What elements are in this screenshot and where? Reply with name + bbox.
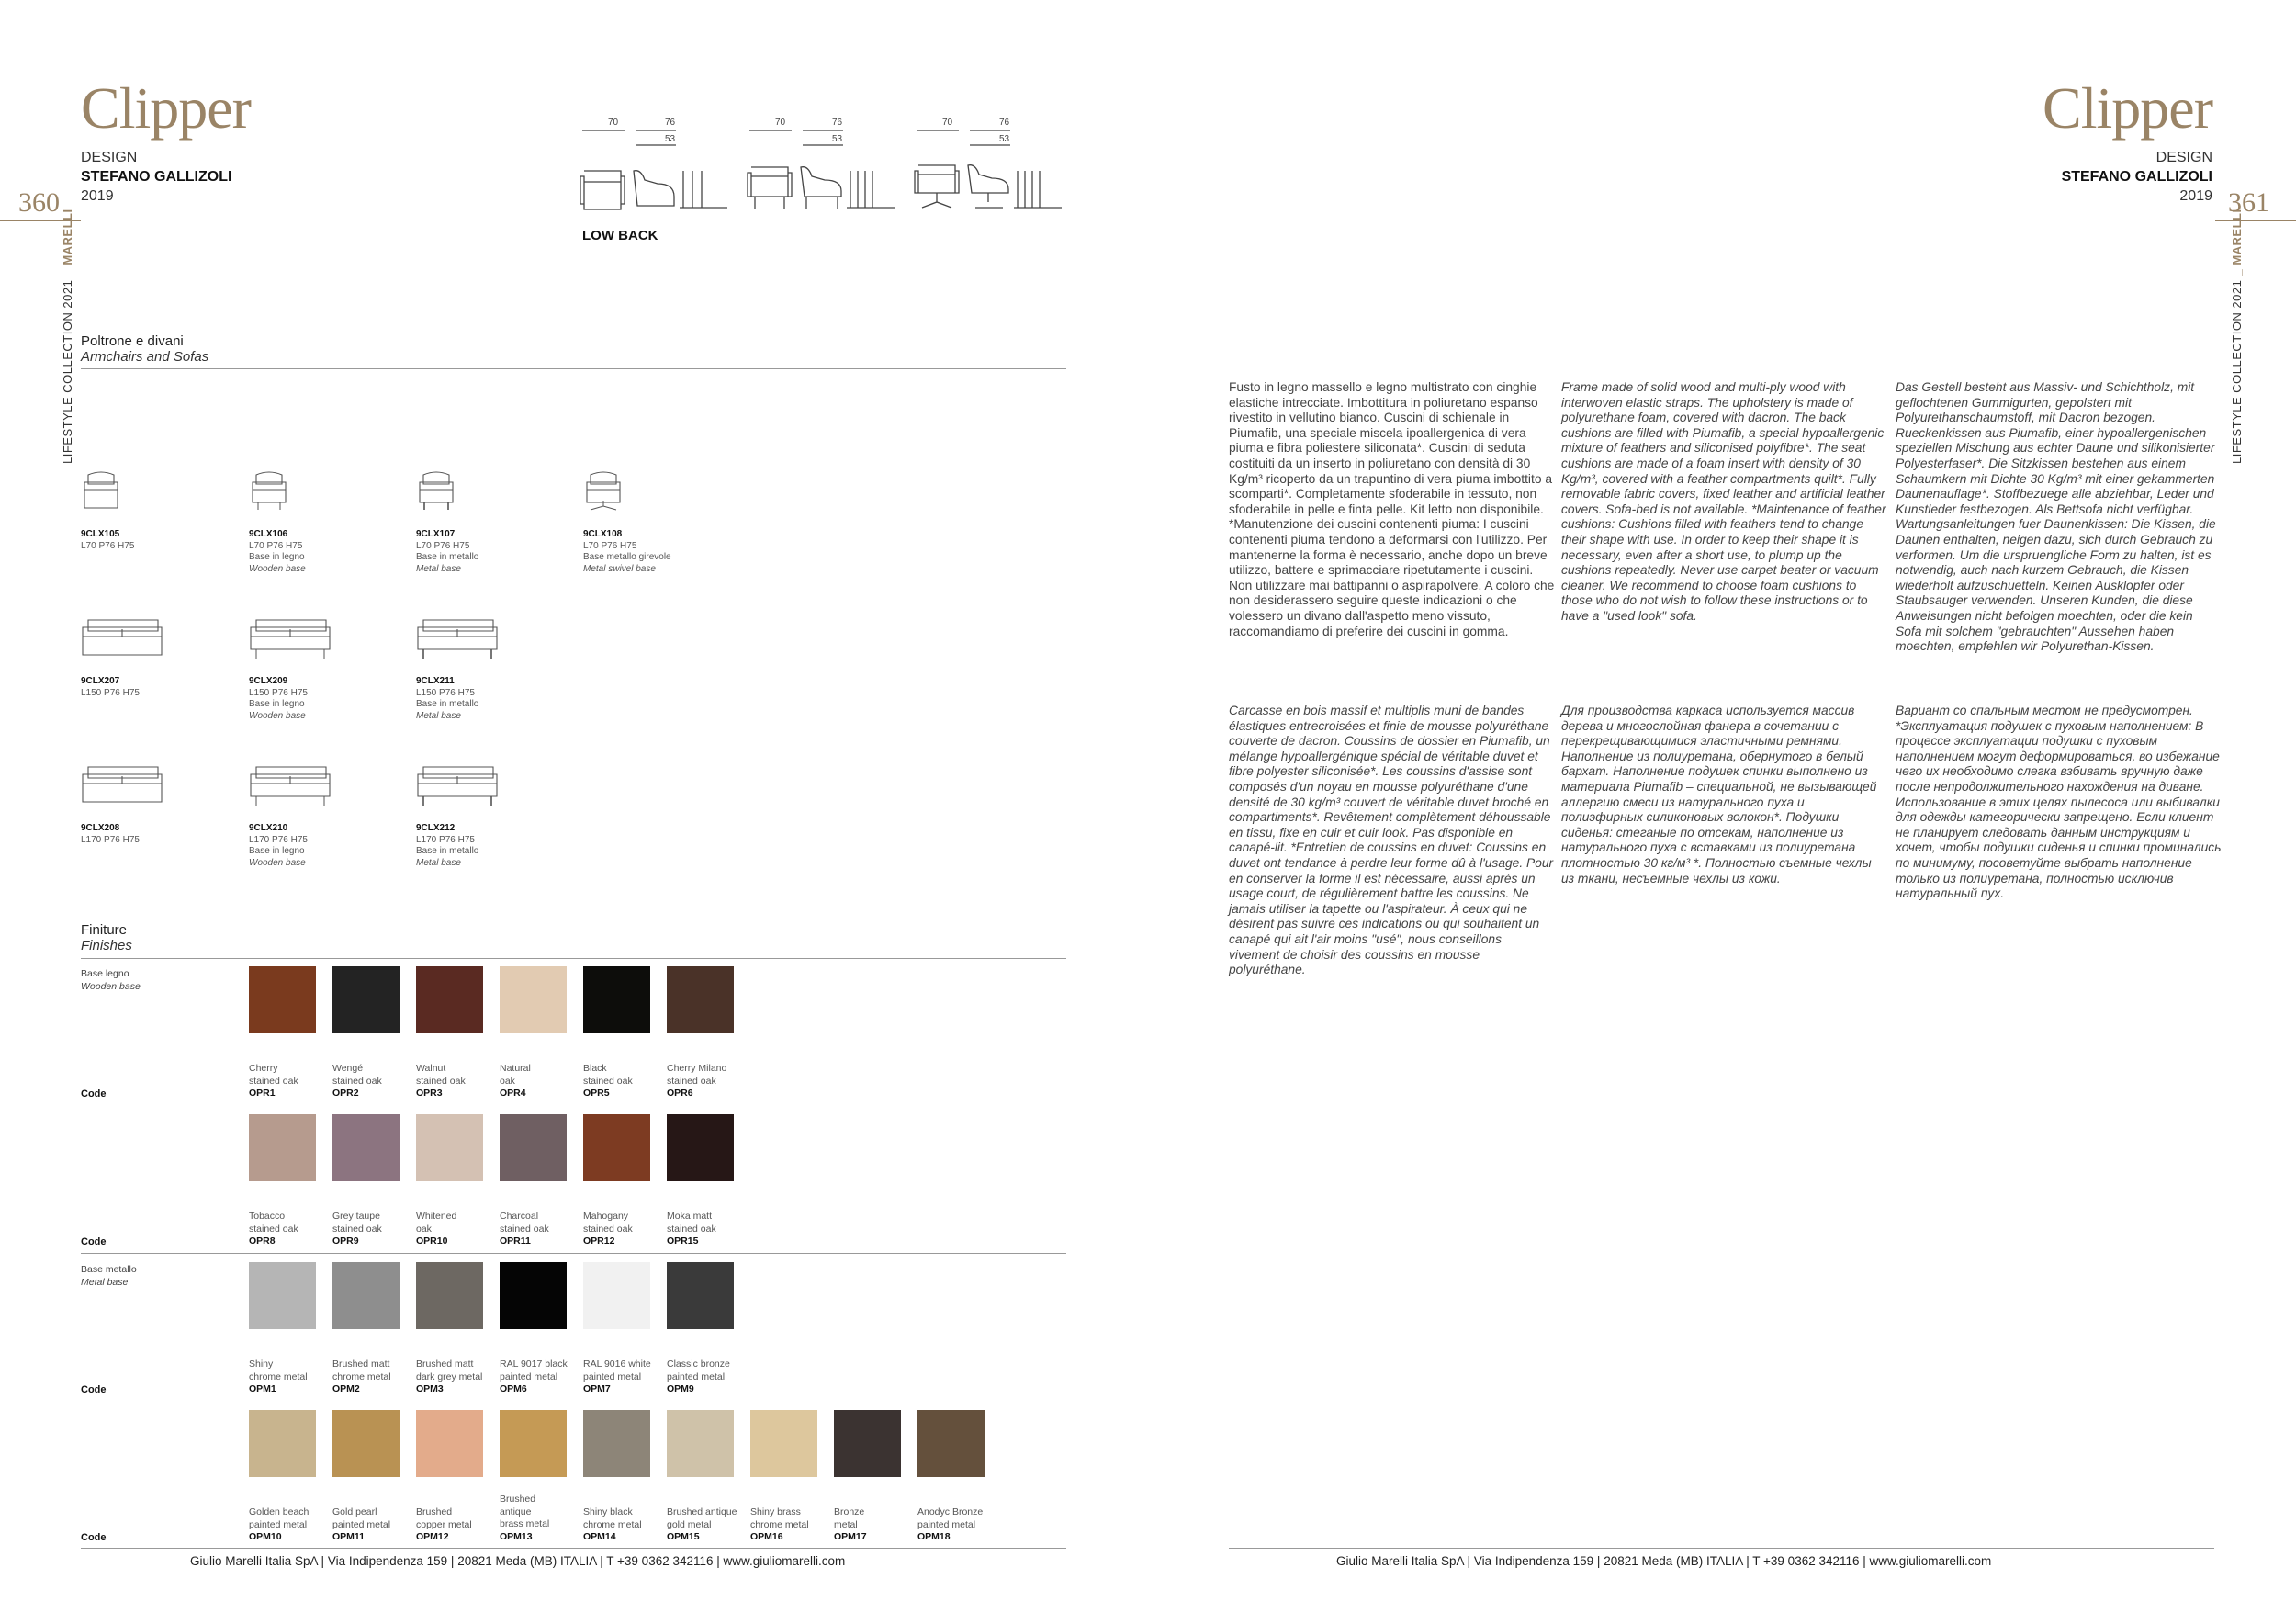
finish-label	[500, 1494, 549, 1542]
finish-code: OPR12	[583, 1235, 615, 1247]
dim-depth2-2: 53	[832, 134, 843, 144]
code-label: Code	[81, 1088, 107, 1100]
finish-label	[500, 1211, 549, 1246]
product-base-en: Metal base	[416, 710, 461, 721]
finish-swatch	[583, 1262, 650, 1329]
description-italian: Fusto in legno massello e legno multistrato con cinghie elastiche intrecciate. Imbottitura in poliuretano espanso rivestito in vellutino bianco. Cuscini di schienale in Piumafib, una speciale miscela ipoallergenica di vera piuma e fibra poliestere siliconata*. Cuscini di seduta costituiti da un inserto in poliuretano con densità di 30 Kg/m³ ricoperto da un trapuntino di vera piuma imbottito a scomparti*. Completamente sfoderabile in tessuto, non sfoderabile in pelle e finta pelle. Kit letto non disponibile. *Manutenzione dei cuscini contenenti piuma: I cuscini contenenti piuma tendono a deformarsi con l'utilizzo. Per mantenerne la forma è necessario, anche dopo un breve utilizzo, battere e sprimacciare ripetutamente i cuscini. Non utilizzare mai battipanni o aspirapolvere. A coloro che non desiderassero seguire queste indicazioni o che volessero un divano dall'aspetto meno vissuto, raccomandiamo di preferire dei cuscini in gomma.	[1229, 380, 1555, 638]
finish-name: dark grey metal	[416, 1370, 483, 1382]
product-item	[583, 529, 671, 575]
product-base-it: Base in legno	[249, 699, 305, 709]
page-number: 360	[18, 187, 60, 218]
finish-code: OPR1	[249, 1088, 276, 1100]
finish-name: Gold pearl	[332, 1506, 377, 1517]
product-size: L70 P76 H75	[583, 540, 637, 551]
finish-name: chrome metal	[583, 1518, 642, 1530]
finish-swatch	[583, 966, 650, 1033]
designer-name: STEFANO GALLIZOLI	[81, 169, 232, 185]
description-english: Frame made of solid wood and multi-ply wood with interwoven elastic straps. The upholstery is made of polyurethane foam, covered with dacron. The back cushions are filled with Piumafib, a special hypoallergenic mixture of feathers and siliconised polyfibre*. The seat cushions are made of a foam insert with density of 30 Kg/m³, covered with a feather compartments quilt*. Fully removable fabric covers, fixed leather and artificial leather covers. Sofa-bed is not available. *Maintenance of feather cushions: Cushions filled with feathers tend to change their shape with use. In order to keep their shape it is necessary, even after a short use, to plump up the cushions repeatedly. Never use carpet beater or vacuum cleaner. We recommend to choose foam cushions to those who do not wish to follow these instructions or to have a "used look" sofa.	[1561, 380, 1886, 623]
finish-name: Mahogany	[583, 1211, 629, 1222]
product-code: 9CLX108	[583, 529, 623, 539]
finish-code: OPM2	[332, 1383, 360, 1395]
finish-name: oak	[500, 1075, 515, 1087]
product-size: L70 P76 H75	[81, 540, 135, 551]
finish-label	[416, 1211, 456, 1246]
finish-label	[750, 1506, 809, 1542]
code-label: Code	[81, 1384, 107, 1395]
finish-name: stained oak	[583, 1223, 633, 1235]
products-title-it: Poltrone e divani	[81, 333, 184, 349]
finish-swatch	[249, 966, 316, 1033]
metal-group-label	[81, 1264, 137, 1289]
finish-code: OPM15	[667, 1531, 700, 1543]
side-collection-text: LIFESTYLE COLLECTION 2021	[61, 279, 74, 464]
code-label: Code	[81, 1236, 107, 1247]
finish-label	[332, 1063, 382, 1099]
finish-name: metal	[834, 1518, 858, 1530]
finish-name: painted metal	[583, 1370, 642, 1382]
page-title: Clipper	[81, 75, 251, 141]
product-size: L150 P76 H75	[249, 687, 308, 698]
finish-name: Brushed	[416, 1506, 453, 1517]
sofa-icon	[81, 763, 165, 807]
product-code: 9CLX212	[416, 823, 456, 833]
finish-name: stained oak	[500, 1223, 549, 1235]
product-code: 9CLX106	[249, 529, 288, 539]
finish-name: antique	[500, 1506, 532, 1517]
armchair-icon	[249, 469, 291, 513]
page-title: Clipper	[2043, 75, 2212, 141]
finish-label	[332, 1211, 382, 1246]
product-base-en: Metal base	[416, 563, 461, 574]
finish-swatch	[750, 1410, 817, 1477]
dim-depth2-3: 53	[999, 134, 1010, 144]
finish-name: Anodyc Bronze	[917, 1506, 984, 1517]
finish-code: OPR5	[583, 1088, 610, 1100]
footer-rule-right	[1229, 1548, 2214, 1549]
finish-swatch	[416, 1410, 483, 1477]
finish-name: Golden beach	[249, 1506, 310, 1517]
finish-code: OPR11	[500, 1235, 531, 1247]
product-item	[249, 529, 306, 575]
sofa-icon	[249, 763, 333, 807]
product-size: L70 P76 H75	[416, 540, 470, 551]
finish-name: Shiny black	[583, 1506, 633, 1517]
finish-name: Tobacco	[249, 1211, 286, 1222]
product-size: L70 P76 H75	[249, 540, 303, 551]
product-base-it: Base in metallo	[416, 552, 479, 562]
dim-depth-3: 76	[999, 118, 1010, 128]
product-size: L170 P76 H75	[81, 834, 140, 845]
product-code: 9CLX105	[81, 529, 120, 539]
finish-swatch	[834, 1410, 901, 1477]
sofa-icon	[416, 763, 501, 807]
products-title-en: Armchairs and Sofas	[81, 349, 209, 366]
finish-swatch	[667, 1114, 734, 1181]
footer-address-right: Giulio Marelli Italia SpA | Via Indipendenza 159 | 20821 Meda (MB) ITALIA | T +39 0362 342116 | www.giuliomarelli.com	[1336, 1554, 1992, 1568]
finish-name: Cherry	[249, 1063, 278, 1074]
finish-name: stained oak	[416, 1075, 466, 1087]
metal-divider	[81, 1253, 1066, 1254]
variant-label: LOW BACK	[582, 228, 658, 243]
finish-swatch	[249, 1410, 316, 1477]
finish-swatch	[583, 1114, 650, 1181]
armchair-icon	[416, 469, 458, 513]
finish-name: chrome metal	[332, 1370, 391, 1382]
finish-code: OPR6	[667, 1088, 693, 1100]
finish-name: RAL 9016 white	[583, 1359, 651, 1370]
dim-width-2: 70	[775, 118, 786, 128]
finish-name: stained oak	[332, 1075, 382, 1087]
finish-label	[583, 1506, 642, 1542]
products-divider	[81, 368, 1066, 369]
finish-label	[332, 1506, 390, 1542]
finishes-divider	[81, 958, 1066, 959]
finish-name: chrome metal	[249, 1370, 308, 1382]
product-code: 9CLX208	[81, 823, 120, 833]
finish-swatch	[332, 1114, 400, 1181]
finish-label	[249, 1359, 308, 1394]
product-base-it: Base in legno	[249, 552, 305, 562]
metal-group-en: Metal base	[81, 1276, 129, 1288]
finish-name: oak	[416, 1223, 432, 1235]
design-label: DESIGN	[81, 150, 138, 165]
finish-name: painted metal	[667, 1370, 726, 1382]
finish-code: OPM18	[917, 1531, 951, 1543]
finish-name: Moka matt	[667, 1211, 713, 1222]
finish-name: Brushed matt	[332, 1359, 390, 1370]
dim-depth-1: 76	[665, 118, 676, 128]
finish-code: OPM3	[416, 1383, 444, 1395]
finish-label	[500, 1359, 568, 1394]
finish-swatch	[917, 1410, 985, 1477]
finish-label	[416, 1063, 466, 1099]
finish-name: stained oak	[667, 1075, 716, 1087]
dim-width-3: 70	[942, 118, 953, 128]
side-brand: _ MARELLI	[61, 209, 74, 276]
finish-name: stained oak	[249, 1075, 298, 1087]
code-label: Code	[81, 1532, 107, 1543]
finish-label	[667, 1506, 737, 1542]
finish-name: painted metal	[917, 1518, 976, 1530]
side-collection-text: LIFESTYLE COLLECTION 2021	[2230, 279, 2244, 464]
product-base-en: Wooden base	[249, 710, 306, 721]
dim-depth-2: 76	[832, 118, 843, 128]
finish-name: chrome metal	[750, 1518, 809, 1530]
dim-width-1: 70	[608, 118, 619, 128]
description-german: Das Gestell besteht aus Massiv- und Schichtholz, mit geflochtenen Gummigurten, gepolstert mit Polyurethanschaumstoff, mit Dacron bezogen. Rueckenkissen aus Piumafib, einer hypoallergenischen speziellen Mischung aus echter Daune und silikonisierter Polyesterfaser*. Die Sitzkissen bestehen aus einem Schaumkern mit Dichte 30 Kg/m³ mit einer gekammerten Daunenauflage*. Stoffbezuege alle abziehbar, Leder und Kunstleder festbezogen. Als Bettsofa nicht verfügbar. Wartungsanleitungen fuer Daunenkissen: Die Kissen, die Daunen enthalten, neigen dazu, sich durch Gebrauch zu verformen. Um die urspruengliche Form zu halten, ist es notwendig, auch nach kurzem Gebrauch, die Kissen wiederholt aufzuschuetteln. Keinen Ausklopfer oder Staubsauger verwenden. Unseren Kunden, die diese Anweisungen nicht befolgen moechten, oder die kein Sofa mit solchem "gebrauchten" Aussehen haben moechten, empfehlen wir Polyurethan-Kissen.	[1896, 380, 2216, 654]
finish-name: stained oak	[667, 1223, 716, 1235]
side-collection-label	[2230, 209, 2244, 464]
armchair-icon	[583, 469, 625, 513]
product-base-it: Base metallo girevole	[583, 552, 671, 562]
finish-name: RAL 9017 black	[500, 1359, 568, 1370]
finish-name: Black	[583, 1063, 607, 1074]
finish-name: painted metal	[500, 1370, 558, 1382]
finish-code: OPM6	[500, 1383, 527, 1395]
finishes-title-en: Finishes	[81, 938, 132, 954]
finish-label	[667, 1211, 716, 1246]
product-code: 9CLX210	[249, 823, 288, 833]
finish-code: OPM14	[583, 1531, 616, 1543]
armchair-icon	[81, 469, 123, 513]
finish-label	[583, 1359, 651, 1394]
finish-swatch	[500, 1410, 567, 1477]
finish-name: Natural	[500, 1063, 531, 1074]
finish-swatch	[667, 1410, 734, 1477]
sofa-icon	[81, 616, 165, 660]
product-size: L170 P76 H75	[249, 834, 308, 845]
finish-swatch	[583, 1410, 650, 1477]
product-code: 9CLX107	[416, 529, 456, 539]
finish-swatch	[667, 1262, 734, 1329]
finish-label	[583, 1063, 633, 1099]
design-label: DESIGN	[2155, 150, 2212, 165]
finish-code: OPM10	[249, 1531, 282, 1543]
page-number-rule	[2215, 220, 2296, 221]
finish-label	[249, 1211, 298, 1246]
finish-name: Brushed	[500, 1494, 536, 1505]
finish-code: OPR8	[249, 1235, 276, 1247]
chair-dimension-diagram	[580, 116, 1076, 217]
products-section-title	[81, 333, 208, 366]
designer-name: STEFANO GALLIZOLI	[2061, 169, 2212, 185]
product-base-it: Base in legno	[249, 846, 305, 856]
finish-swatch	[416, 1262, 483, 1329]
metal-group-it: Base metallo	[81, 1264, 137, 1275]
finish-name: brass metal	[500, 1518, 550, 1530]
wood-group-it: Base legno	[81, 968, 129, 979]
product-item	[249, 676, 308, 722]
finish-swatch	[416, 966, 483, 1033]
product-item	[81, 529, 134, 552]
finish-name: Walnut	[416, 1063, 446, 1074]
finish-swatch	[332, 1410, 400, 1477]
product-item	[81, 823, 140, 846]
finish-swatch	[416, 1114, 483, 1181]
wood-group-label	[81, 968, 141, 993]
product-base-it: Base in metallo	[416, 846, 479, 856]
finish-name: Brushed matt	[416, 1359, 474, 1370]
description-french: Carcasse en bois massif et multiplis muni de bandes élastiques entrecroisées et finie de mousse polyuréthane couverte de dacron. Coussins de dossier en Piumafib, un mélange hypoallergénique spécial de véritable duvet et fibre polyester siliconisée*. Les coussins d'assise sont composés d'un noyau en mousse polyuréthane d'une densité de 30 kg/m³ couvert de véritable duvet broché en compartiments*. Revêtement complètement déhoussable en tissu, fixe en cuir et cuir look. Pas disponible en canapé-lit. *Entretien de coussins en duvet: Coussins en duvet ont tendance à perdre leur forme dû à l'usage. Pour en conserver la forme il est nécessaire, aussi après un usage court, de régulièrement battre les coussins. Ne jamais utiliser la tapette ou l'aspirateur. À ceux qui ne désirent pas suivre ces indications ou qui souhaitent un canapé qui ait l'air moins "usé", nous conseillons vivement de choisir des coussins en mousse polyuréthane.	[1229, 704, 1554, 977]
finish-label	[917, 1506, 983, 1542]
product-base-en: Wooden base	[249, 563, 306, 574]
product-size: L150 P76 H75	[81, 687, 140, 698]
finish-code: OPM11	[332, 1531, 366, 1543]
finish-name: Classic bronze	[667, 1359, 730, 1370]
finish-name: Brushed antique	[667, 1506, 737, 1517]
finish-name: stained oak	[249, 1223, 298, 1235]
product-code: 9CLX211	[416, 676, 455, 686]
finish-name: Shiny	[249, 1359, 274, 1370]
product-size: L150 P76 H75	[416, 687, 475, 698]
product-base-en: Metal swivel base	[583, 563, 656, 574]
wood-group-en: Wooden base	[81, 980, 141, 992]
finish-swatch	[249, 1262, 316, 1329]
finish-code: OPM17	[834, 1531, 867, 1543]
finish-swatch	[500, 1114, 567, 1181]
finish-label	[416, 1506, 472, 1542]
finish-name: Charcoal	[500, 1211, 539, 1222]
finish-name: copper metal	[416, 1518, 472, 1530]
finish-swatch	[667, 966, 734, 1033]
finish-code: OPR2	[332, 1088, 359, 1100]
finish-swatch	[249, 1114, 316, 1181]
side-brand: _ MARELLI	[2230, 209, 2244, 276]
finish-label	[500, 1063, 531, 1099]
product-base-it: Base in metallo	[416, 699, 479, 709]
side-collection-label	[61, 209, 74, 464]
product-item	[416, 823, 478, 869]
finish-swatch	[332, 966, 400, 1033]
finish-code: OPM7	[583, 1383, 611, 1395]
finish-name: stained oak	[583, 1075, 633, 1087]
finish-code: OPM9	[667, 1383, 694, 1395]
product-item	[416, 676, 478, 722]
finish-name: stained oak	[332, 1223, 382, 1235]
finish-label	[583, 1211, 633, 1246]
description-russian-cont: Вариант со спальным местом не предусмотрен. *Эксплуатация подушек с пуховым наполнением: В процессе эксплуатации подушки с пуховым наполнением могут деформироваться, во избежание чего их необходимо слегка взбивать вручную даже после непродолжительного нахождения на диване. Использование в этих целях пылесоса или выбивалки для одежды категорически запрещено. Если клиент не планирует следовать данным инструкциям и хочет, чтобы подушки сиденья и спинки проминались по минимуму, посоветуйте выбрать наполнение только из полиуретана, полностью исключив натуральный пух.	[1896, 704, 2222, 901]
product-item	[81, 676, 140, 699]
finish-code: OPM13	[500, 1530, 533, 1542]
finishes-section-title	[81, 922, 132, 954]
product-size: L170 P76 H75	[416, 834, 475, 845]
finish-code: OPR15	[667, 1235, 699, 1247]
finish-label	[667, 1063, 726, 1099]
product-item	[416, 529, 478, 575]
finish-code: OPM16	[750, 1531, 783, 1543]
footer-rule-left	[81, 1548, 1066, 1549]
finish-name: Wengé	[332, 1063, 364, 1074]
design-year: 2019	[2179, 188, 2212, 204]
finish-name: painted metal	[249, 1518, 308, 1530]
sofa-icon	[416, 616, 501, 660]
finish-code: OPR9	[332, 1235, 359, 1247]
finish-code: OPR10	[416, 1235, 448, 1247]
finish-swatch	[500, 966, 567, 1033]
finish-name: Bronze	[834, 1506, 865, 1517]
finish-label	[249, 1506, 309, 1542]
footer-address-left: Giulio Marelli Italia SpA | Via Indipendenza 159 | 20821 Meda (MB) ITALIA | T +39 0362 342116 | www.giuliomarelli.com	[190, 1554, 846, 1568]
finish-label	[416, 1359, 482, 1394]
sofa-icon	[249, 616, 333, 660]
finish-code: OPR3	[416, 1088, 443, 1100]
page-number: 361	[2228, 187, 2269, 218]
finish-name: Grey taupe	[332, 1211, 380, 1222]
finish-name: Cherry Milano	[667, 1063, 727, 1074]
dimension-drawings	[580, 116, 1076, 221]
finish-name: Shiny brass	[750, 1506, 801, 1517]
finish-label	[249, 1063, 298, 1099]
product-code: 9CLX207	[81, 676, 120, 686]
product-code: 9CLX209	[249, 676, 288, 686]
finish-label	[834, 1506, 867, 1542]
finish-code: OPM1	[249, 1383, 276, 1395]
finish-label	[667, 1359, 730, 1394]
design-year: 2019	[81, 188, 114, 204]
product-base-en: Metal base	[416, 857, 461, 868]
finish-swatch	[500, 1262, 567, 1329]
finish-swatch	[332, 1262, 400, 1329]
finish-code: OPM12	[416, 1531, 449, 1543]
product-base-en: Wooden base	[249, 857, 306, 868]
finish-code: OPR4	[500, 1088, 526, 1100]
product-item	[249, 823, 308, 869]
dim-depth2-1: 53	[665, 134, 676, 144]
description-russian: Для производства каркаса используется массив дерева и многослойная фанера в сочетании с перекрещивающимися эластичными ремнями. Наполнение из полиуретана, обернутого в белый бархат. Наполнение подушек спинки выполнено из материала Piumafib – специальной, не вызывающей аллергию смеси из натурального пуха и полиэфирных силиконовых волокон*. Подушки сиденья: стеганые по отсекам, наполнение из натурального пуха с вставками из полиуретана плотностью 30 кг/м³ *. Полностью съемные чехлы из ткани, несъемные чехлы из кожи.	[1561, 704, 1877, 885]
finish-name: Whitened	[416, 1211, 457, 1222]
finishes-title-it: Finiture	[81, 922, 128, 938]
finish-name: painted metal	[332, 1518, 391, 1530]
finish-name: gold metal	[667, 1518, 712, 1530]
finish-label	[332, 1359, 391, 1394]
